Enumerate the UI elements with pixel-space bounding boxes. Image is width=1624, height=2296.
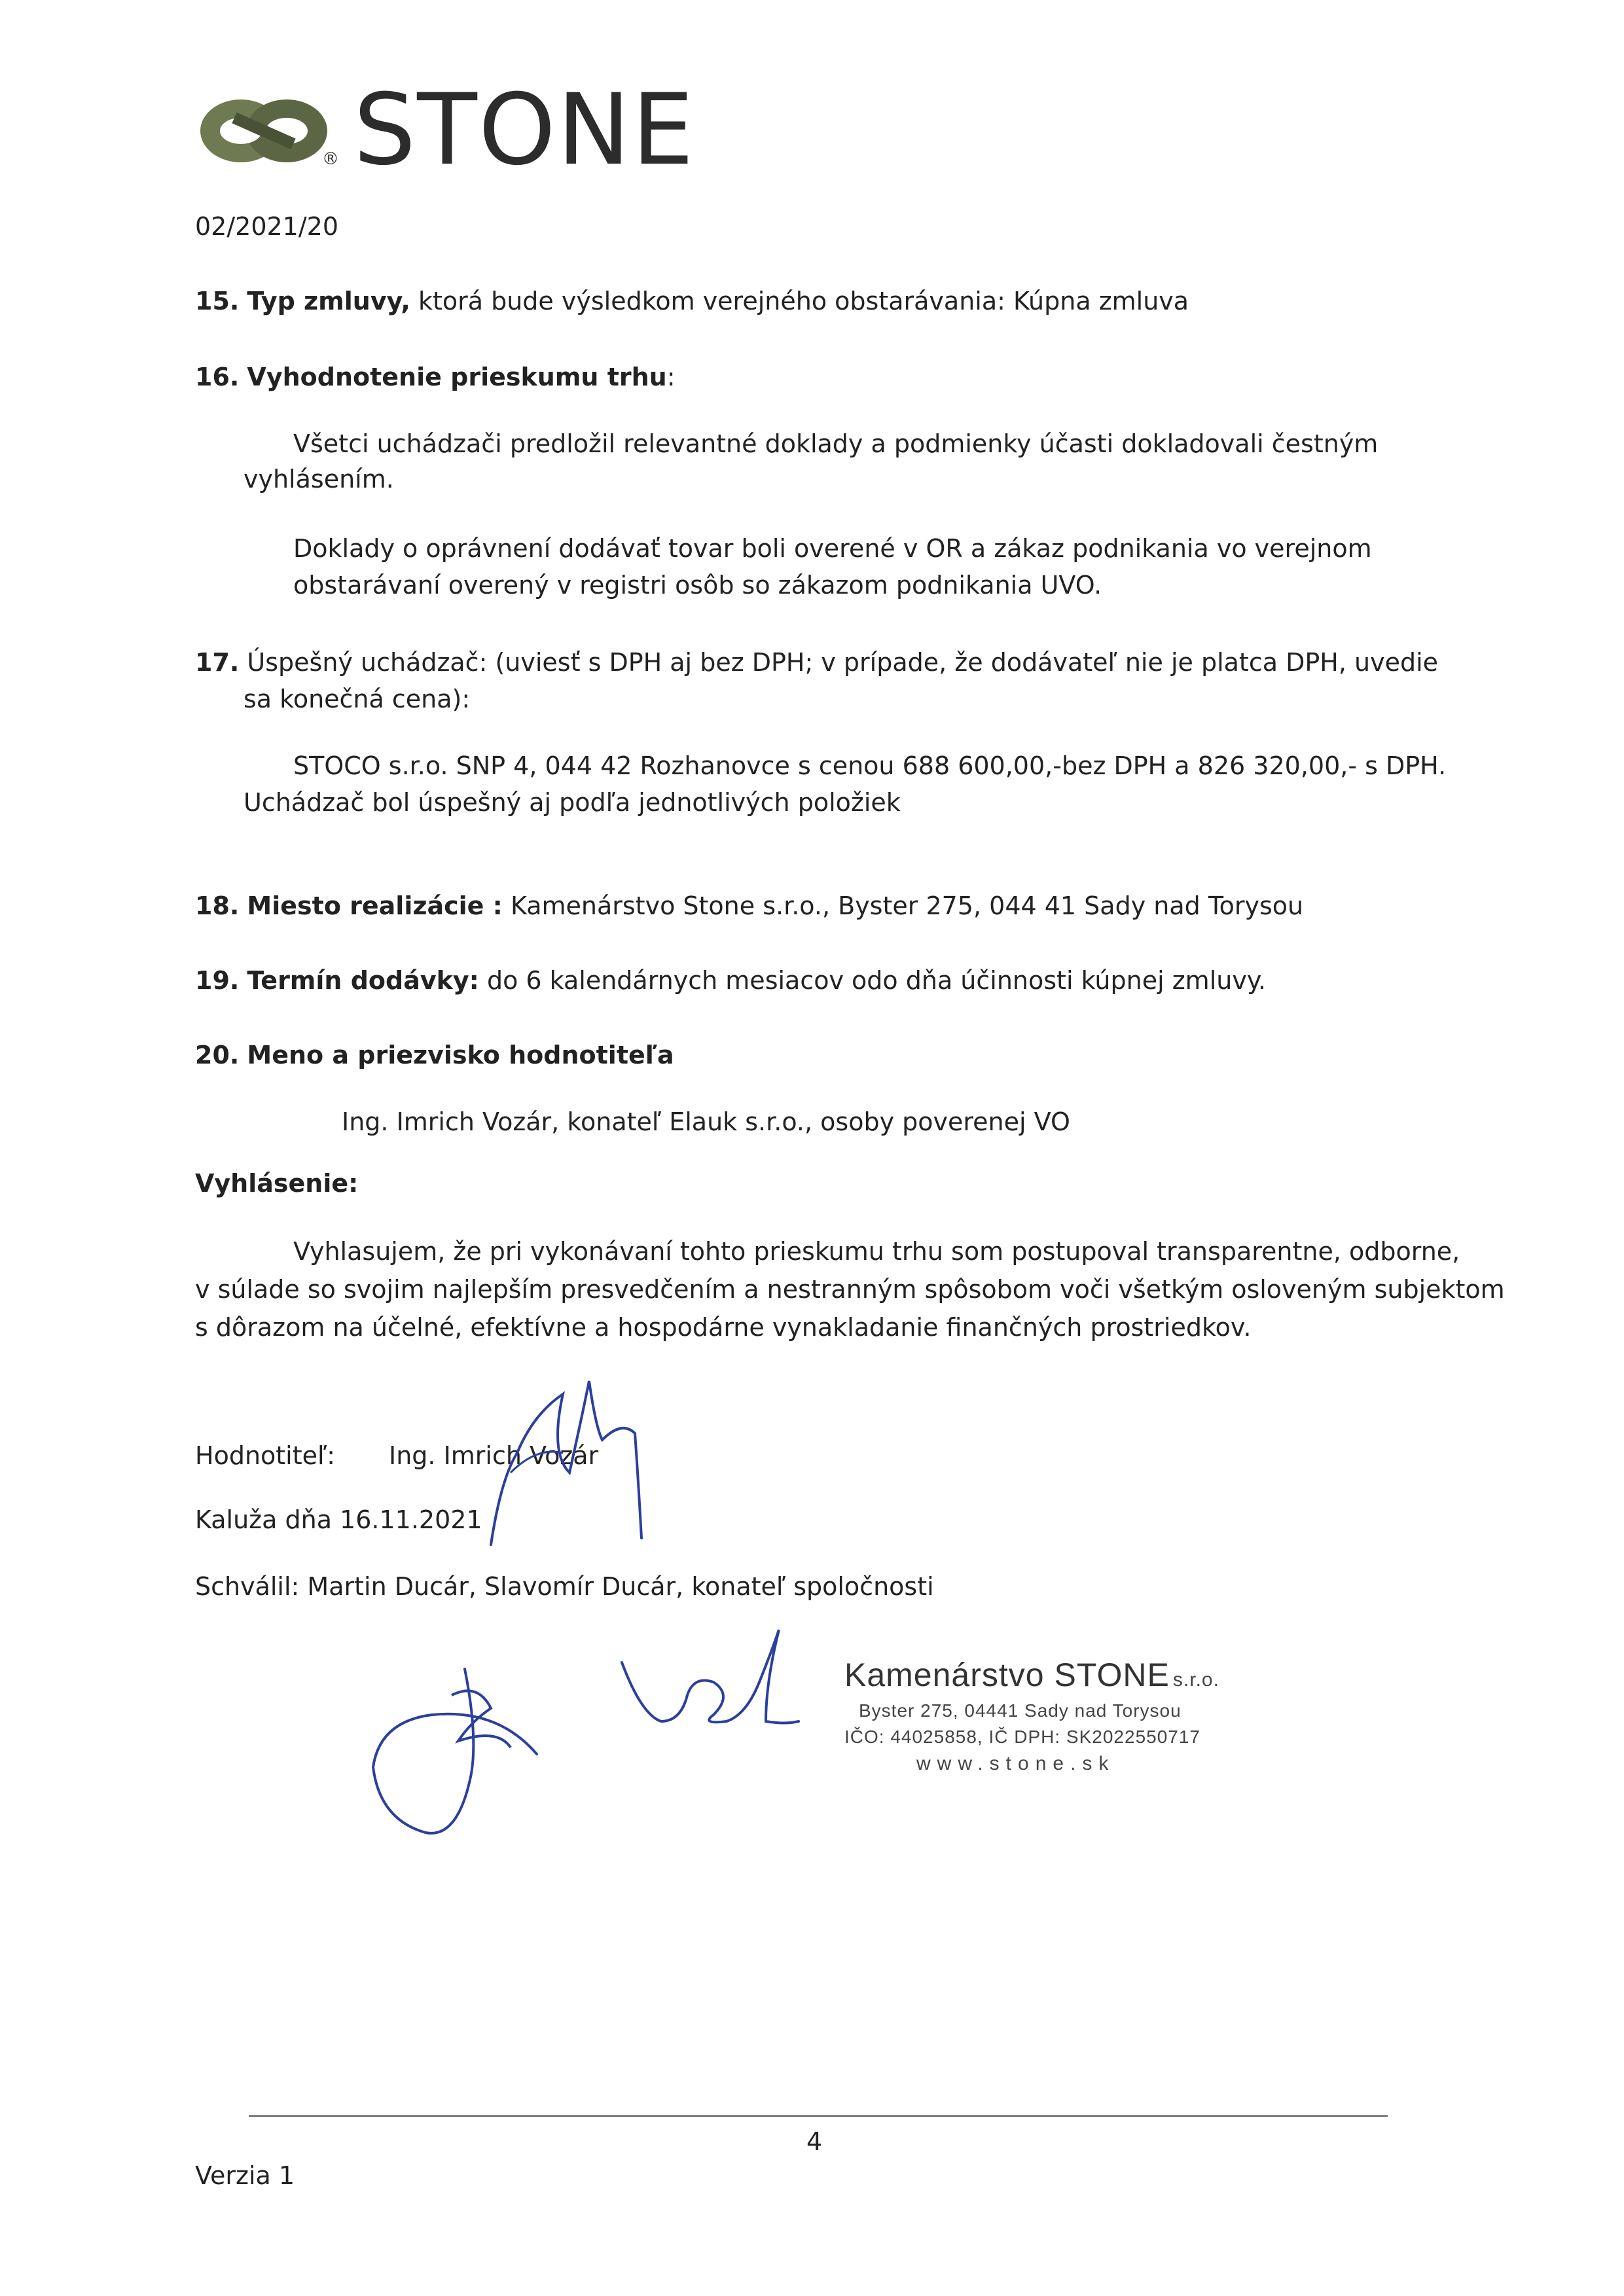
- declaration-heading: Vyhlásenie:: [195, 1169, 359, 1198]
- approver-signature-1-icon: [367, 1656, 563, 1852]
- item-17-winner-line1: STOCO s.r.o. SNP 4, 044 42 Rozhanovce s cenou 688 600,00,-bez DPH a 826 320,00,- s DPH.: [293, 751, 1447, 780]
- item-16-heading: [195, 359, 676, 395]
- registered-mark: ®: [322, 149, 339, 169]
- item-19-label: Termín dodávky:: [247, 966, 479, 995]
- item-15-label: Typ zmluvy,: [247, 287, 410, 315]
- company-stamp: [844, 1656, 1219, 1775]
- item-15-number: 15.: [195, 287, 240, 315]
- item-16-colon: :: [666, 363, 676, 391]
- logo-wordmark: STONE: [353, 73, 695, 187]
- item-17-number: 17.: [195, 648, 240, 677]
- stone-logo-icon: [195, 92, 333, 170]
- footer-divider: [249, 2115, 1388, 2117]
- item-19: [195, 962, 1266, 999]
- item-15: [195, 283, 1189, 319]
- evaluator-signature-icon: [471, 1374, 668, 1558]
- declaration-line1: Vyhlasujem, že pri vykonávaní tohto prieskumu trhu som postupoval transparentne, odborne,: [293, 1237, 1460, 1266]
- item-18-number: 18.: [195, 891, 240, 920]
- stamp-company-name: Kamenárstvo STONE: [844, 1657, 1170, 1693]
- document-reference: 02/2021/20: [195, 212, 339, 241]
- evaluator-label: Hodnotiteľ:: [195, 1441, 336, 1470]
- approver-signature-2-icon: [615, 1623, 812, 1741]
- approved-by: Schválil: Martin Ducár, Slavomír Ducár, konateľ spoločnosti: [195, 1572, 934, 1601]
- version-label: Verzia 1: [195, 2161, 295, 2190]
- declaration-line3: s dôrazom na účelné, efektívne a hospodárne vynakladanie finančných prostriedkov.: [195, 1313, 1252, 1342]
- declaration-line2: v súlade so svojim najlepším presvedčením a nestranným spôsobom voči všetkým osloveným subjektom: [195, 1275, 1505, 1304]
- item-19-text: do 6 kalendárnych mesiacov odo dňa účinnosti kúpnej zmluvy.: [478, 966, 1266, 995]
- item-16-label: Vyhodnotenie prieskumu trhu: [247, 363, 667, 391]
- item-17-winner-line2: Uchádzač bol úspešný aj podľa jednotlivých položiek: [244, 788, 901, 817]
- evaluator-name: Ing. Imrich Vozár: [389, 1441, 599, 1470]
- stamp-address: Byster 275, 04441 Sady nad Torysou: [859, 1700, 1182, 1721]
- item-15-text: ktorá bude výsledkom verejného obstarávania: Kúpna zmluva: [410, 287, 1189, 315]
- item-20-person: Ing. Imrich Vozár, konateľ Elauk s.r.o., osoby poverenej VO: [342, 1107, 1070, 1136]
- item-17-line2: sa konečná cena):: [244, 685, 471, 713]
- page-number: 4: [806, 2127, 823, 2156]
- item-18: [195, 888, 1303, 924]
- item-17-line1: [195, 644, 1438, 681]
- stamp-website: www.stone.sk: [916, 1753, 1115, 1774]
- item-16-para2-line1: Doklady o oprávnení dodávať tovar boli overené v OR a zákaz podnikania vo verejnom: [293, 534, 1372, 563]
- place-date: Kaluža dňa 16.11.2021: [195, 1505, 482, 1534]
- item-17-text: Úspešný uchádzač: (uviesť s DPH aj bez DPH; v prípade, že dodávateľ nie je platca DPH, uvedie: [247, 648, 1439, 677]
- item-20-number: 20.: [195, 1041, 240, 1069]
- item-16-para1-line2: vyhlásením.: [244, 465, 394, 493]
- item-16-para2-line2: obstarávaní overený v registri osôb so zákazom podnikania UVO.: [293, 571, 1102, 600]
- stamp-ids: IČO: 44025858, IČ DPH: SK2022550717: [844, 1727, 1201, 1747]
- item-18-label: Miesto realizácie :: [247, 891, 503, 920]
- item-16-number: 16.: [195, 363, 240, 391]
- stamp-company-suffix: s.r.o.: [1172, 1669, 1219, 1691]
- item-20-label: Meno a priezvisko hodnotiteľa: [247, 1041, 674, 1069]
- item-16-para1-line1: Všetci uchádzači predložil relevantné doklady a podmienky účasti dokladovali čestným: [293, 429, 1379, 458]
- item-20-heading: [195, 1037, 674, 1073]
- item-18-text: Kamenárstvo Stone s.r.o., Byster 275, 044 41 Sady nad Torysou: [502, 891, 1304, 920]
- item-19-number: 19.: [195, 966, 240, 995]
